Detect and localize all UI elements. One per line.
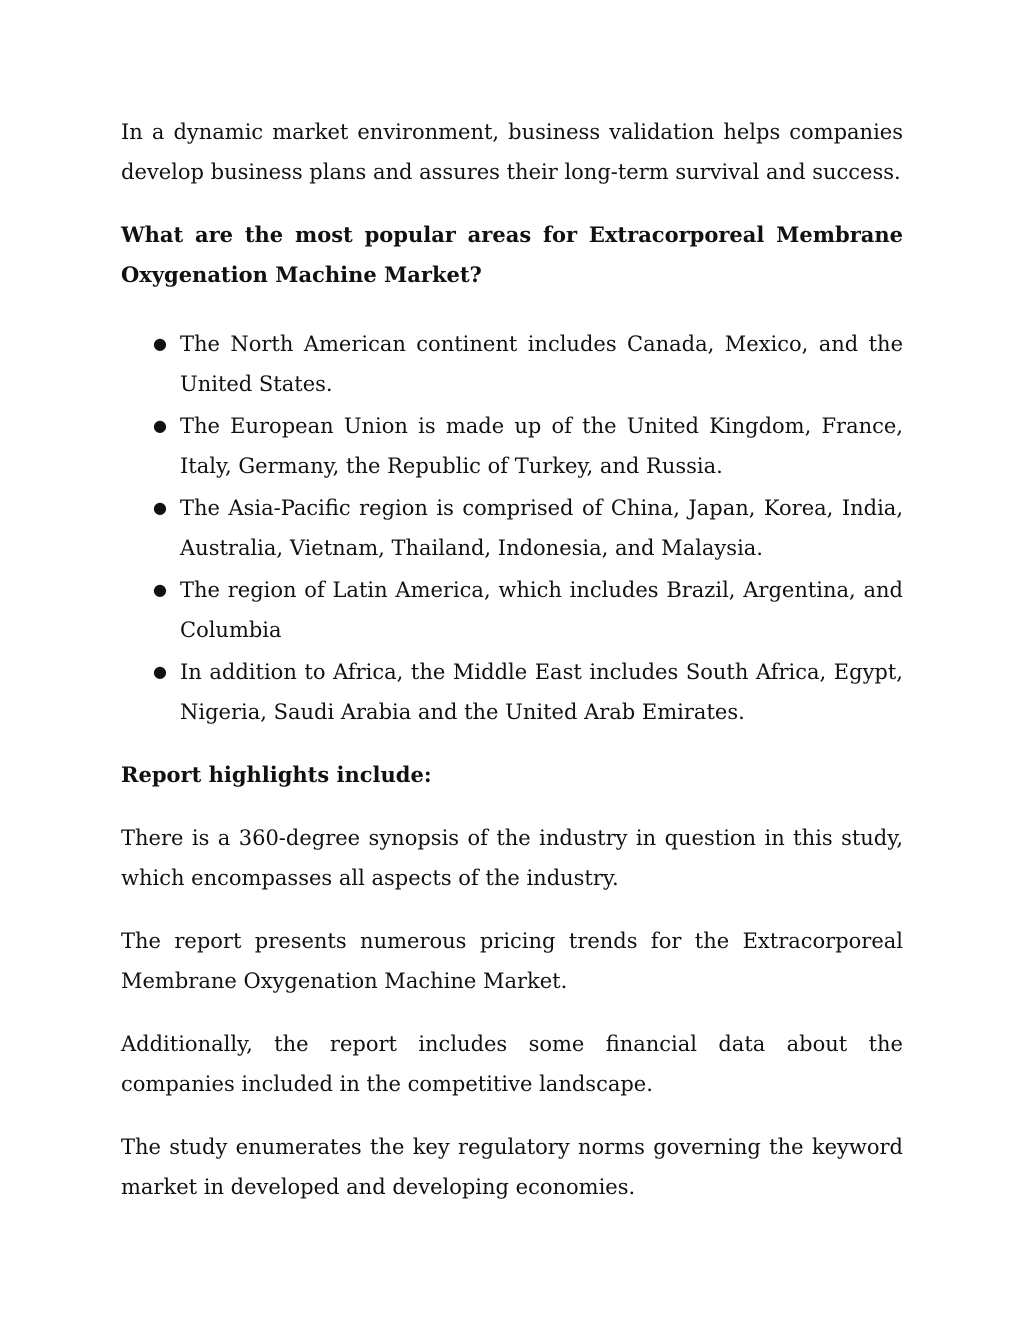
list-item-text: In addition to Africa, the Middle East includes South Africa, Egypt, Nigeria, Saudi Arabia and the United Arab Emirates. [180,660,903,724]
bullet-dot-icon: ● [153,334,167,353]
list-item [121,652,903,732]
bullet-dot-icon: ● [153,498,167,517]
highlight-paragraph: There is a 360-degree synopsis of the industry in question in this study, which encompasses all aspects of the industry. [121,826,903,890]
bullet-dot-icon: ● [153,416,167,435]
highlights-heading: Report highlights include: [121,762,432,787]
intro-paragraph: In a dynamic market environment, business validation helps companies develop business plans and assures their long-term survival and success. [121,120,903,184]
highlight-paragraph: Additionally, the report includes some financial data about the companies included in the competitive landscape. [121,1032,903,1096]
list-item [121,488,903,568]
list-item-text: The European Union is made up of the United Kingdom, France, Italy, Germany, the Republic of Turkey, and Russia. [180,414,903,478]
list-item-text: The North American continent includes Canada, Mexico, and the United States. [180,332,903,396]
bullet-dot-icon: ● [153,580,167,599]
regions-list [121,318,903,732]
document-page [121,112,903,1230]
list-item-text: The Asia-Pacific region is comprised of China, Japan, Korea, India, Australia, Vietnam, Thailand, Indonesia, and Malaysia. [180,496,903,560]
list-item-text: The region of Latin America, which includes Brazil, Argentina, and Columbia [180,578,903,642]
list-item [121,570,903,650]
regions-heading: What are the most popular areas for Extracorporeal Membrane Oxygenation Machine Market? [121,222,903,287]
highlight-paragraph: The study enumerates the key regulatory norms governing the keyword market in developed and developing economies. [121,1135,903,1199]
bullet-dot-icon: ● [153,662,167,681]
list-item [121,324,903,404]
highlight-paragraph: The report presents numerous pricing trends for the Extracorporeal Membrane Oxygenation Machine Market. [121,929,903,993]
list-item [121,406,903,486]
